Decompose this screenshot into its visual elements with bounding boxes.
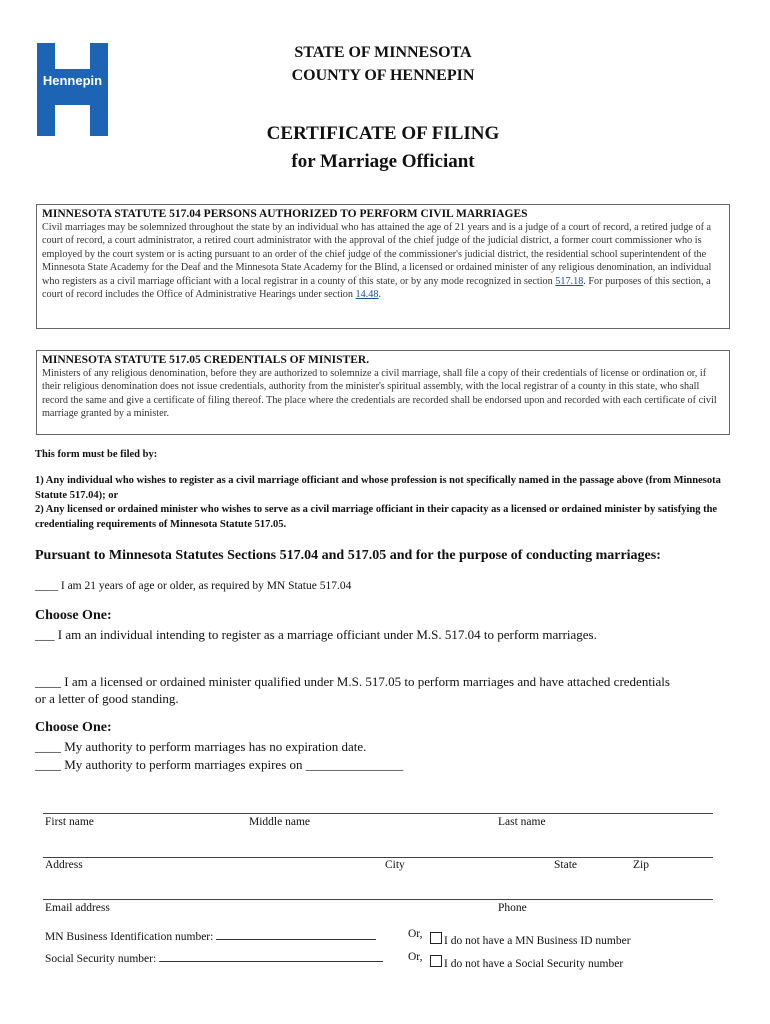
statute-517-05-body: Ministers of any religious denomination, before they are authorized to solemnize a civil marriage, shall file a copy of their credentials of license or ordination or, if their religious denomination does not issue credentials, authority from the minister's spiritual assembly, with the local registrar of a county in this state, who shall record the same and give a certificate of filing thereof. The place where the credentials are recorded shall be endorsed upon and recorded with each certificate of civil marriage granted by a minister. [42, 368, 717, 420]
no-expiration-option[interactable]: ____ My authority to perform marriages has no expiration date. [35, 739, 367, 754]
name-line[interactable] [43, 813, 713, 814]
city-label: City [385, 859, 405, 871]
phone-label: Phone [498, 902, 527, 914]
mn-business-id-field[interactable] [45, 929, 376, 943]
mn-business-id-label: MN Business Identification number: [45, 931, 214, 943]
mn-business-id-line[interactable] [216, 929, 376, 940]
statute-517-04-box [36, 204, 730, 329]
statute-517-05-heading: MINNESOTA STATUTE 517.05 CREDENTIALS OF MINISTER. [42, 354, 370, 366]
no-business-id-label: I do not have a MN Business ID number [444, 935, 631, 947]
pursuant-heading: Pursuant to Minnesota Statutes Sections 517.04 and 517.05 and for the purpose of conducting marriages: [35, 548, 661, 563]
no-ssn-label: I do not have a Social Security number [444, 958, 624, 970]
middle-name-label: Middle name [249, 816, 310, 828]
filing-requirement-2: 2) Any licensed or ordained minister who wishes to serve as a civil marriage officiant in their capacity as a licensed or ordained minister by satisfying the credentialing requirements of Minnesota Statute 517.05. [35, 504, 718, 530]
filing-label: This form must be filed by: [35, 449, 158, 460]
or-label-1: Or, [408, 928, 423, 940]
or-label-2: Or, [408, 951, 423, 963]
individual-officiant-option[interactable]: ___ I am an individual intending to register as a marriage officiant under M.S. 517.04 to perform marriages. [35, 627, 597, 642]
choose-one-heading-1: Choose One: [35, 608, 112, 623]
email-label: Email address [45, 902, 110, 914]
last-name-label: Last name [498, 816, 546, 828]
ssn-line[interactable] [159, 951, 383, 962]
statute-517-04-text-1: Civil marriages may be solemnized throughout the state by an individual who has attained the age of 21 years and is a judge of a court of record, a retired judge of a court of record, a court administrator, a retired court administrator with the approval of the chief judge of the judicial district, a former court commissioner who is employed by the court system or is acting pursuant to an order of the chief judge of the commissioner's judicial district, the residential school superintendent of the Minnesota State Academy for the Deaf and the Minnesota State Academy for the Blind, a licensed or ordained minister of any religious denomination, an individual who registers as a civil marriage officiant with a local registrar in a county of this state, or by any mode recognized in section [42, 222, 712, 287]
header-county: COUNTY OF HENNEPIN [291, 67, 475, 84]
email-phone-line[interactable] [43, 899, 713, 900]
no-business-id-checkbox[interactable] [430, 932, 442, 944]
statute-517-04-heading: MINNESOTA STATUTE 517.04 PERSONS AUTHORIZED TO PERFORM CIVIL MARRIAGES [42, 208, 528, 220]
state-label: State [554, 859, 577, 871]
ssn-label: Social Security number: [45, 953, 157, 965]
logo-text: Hennepin [42, 73, 103, 88]
filing-requirements [35, 474, 735, 532]
ssn-field[interactable] [45, 951, 383, 965]
statute-517-04-text-2: . For purposes of this section, a court of record includes the Office of Administrative Hearings under section [42, 275, 711, 301]
section-517-18-link[interactable]: 517.18 [555, 275, 584, 287]
statute-517-04-body [42, 221, 724, 301]
address-line[interactable] [43, 857, 713, 858]
page-subtitle: for Marriage Officiant [291, 151, 475, 172]
page-title: CERTIFICATE OF FILING [266, 123, 500, 144]
age-statement[interactable]: ____ I am 21 years of age or older, as required by MN Statue 517.04 [35, 580, 352, 592]
first-name-label: First name [45, 816, 94, 828]
statute-517-05-box [36, 350, 730, 435]
choose-one-heading-2: Choose One: [35, 720, 112, 735]
expiration-date-option[interactable]: ____ My authority to perform marriages expires on _______________ [35, 757, 404, 772]
zip-label: Zip [633, 859, 649, 871]
no-ssn-checkbox[interactable] [430, 955, 442, 967]
section-14-48-link[interactable]: 14.48 [355, 289, 379, 301]
address-label: Address [45, 859, 83, 871]
ordained-minister-option[interactable]: ____ I am a licensed or ordained minister qualified under M.S. 517.05 to perform marriages and have attached credentials or a letter of good standing. [35, 674, 670, 706]
hennepin-logo [37, 43, 108, 136]
filing-requirement-1: 1) Any individual who wishes to register as a civil marriage officiant and whose profession is not specifically named in the passage above (from Minnesota Statute 517.04); or [35, 475, 721, 501]
header-state: STATE OF MINNESOTA [294, 44, 472, 61]
statute-517-04-text-3: . [378, 289, 382, 301]
